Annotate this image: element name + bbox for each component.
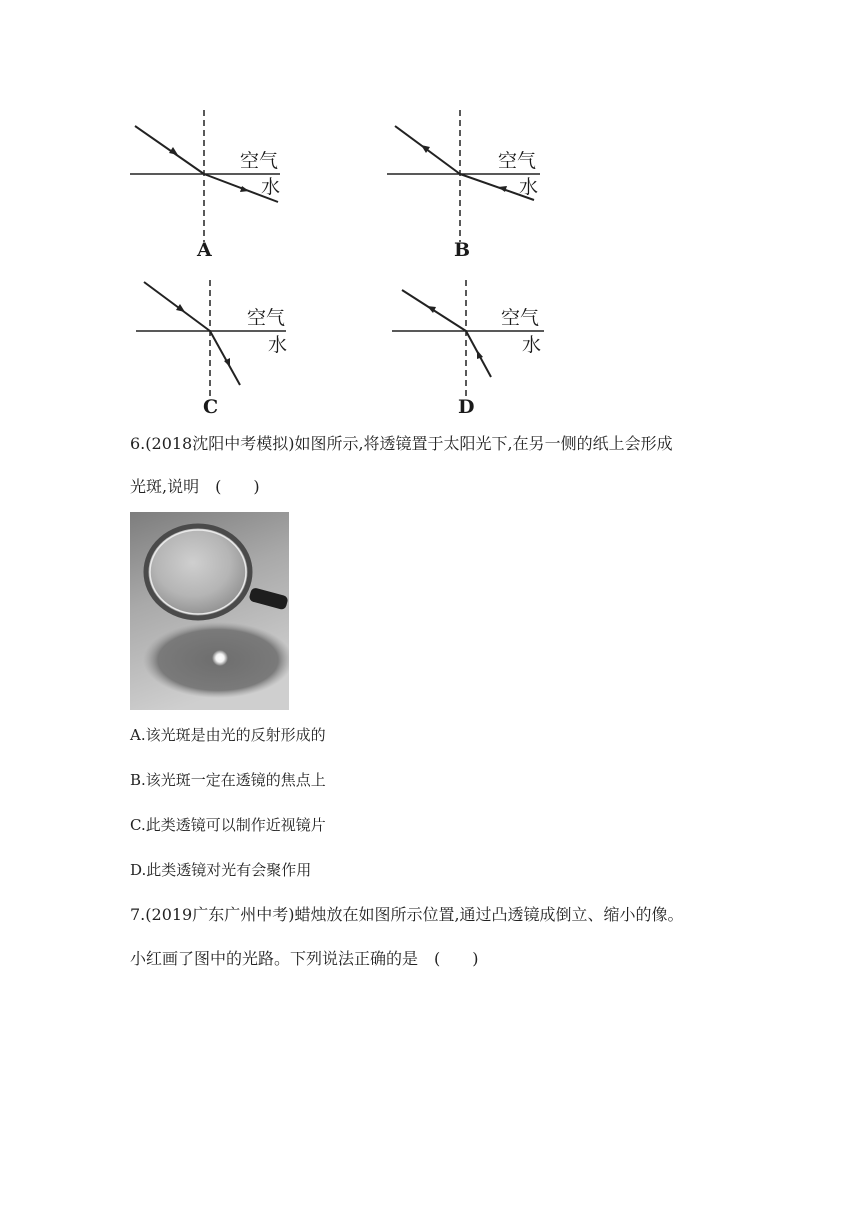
- option-d: D.此类透镜对光有会聚作用: [130, 861, 312, 879]
- arrow-head-icon: [498, 186, 507, 192]
- water-label: 水: [522, 334, 542, 356]
- question-7-line-1: 7.(2019广东广州中考)蜡烛放在如图所示位置,通过凸透镜成倒立、缩小的像。: [130, 905, 684, 924]
- water-label: 水: [268, 334, 288, 356]
- option-c: C.此类透镜可以制作近视镜片: [130, 816, 326, 834]
- question-7-line-2: 小红画了图中的光路。下列说法正确的是 ( ): [130, 949, 479, 968]
- arrow-head-icon: [240, 186, 249, 192]
- air-label: 空气: [498, 150, 537, 172]
- magnifier-photo: [130, 512, 289, 710]
- magnifier-lens: [146, 526, 250, 618]
- refraction-diagram-a: [120, 100, 300, 265]
- refraction-diagram-d: [382, 270, 562, 420]
- option-letter-b: B: [454, 239, 471, 261]
- air-label: 空气: [247, 307, 286, 329]
- air-label: 空气: [501, 307, 540, 329]
- water-label: 水: [261, 176, 281, 198]
- question-6-line-2: 光斑,说明 ( ): [130, 477, 260, 496]
- magnifier-photo-svg: [130, 512, 289, 710]
- water-label: 水: [519, 176, 539, 198]
- option-letter-d: D: [458, 396, 475, 418]
- incident-ray: [144, 282, 210, 331]
- option-letter-a: A: [197, 239, 212, 261]
- light-spot: [212, 650, 228, 666]
- refraction-diagram-c: [126, 270, 306, 420]
- arrow-head-icon: [176, 304, 185, 312]
- refraction-diagram-b: [378, 100, 558, 265]
- arrow-head-icon: [169, 147, 178, 155]
- option-a: A.该光斑是由光的反射形成的: [130, 726, 326, 744]
- arrow-head-icon: [477, 350, 483, 359]
- incident-ray: [135, 126, 204, 174]
- air-label: 空气: [240, 150, 279, 172]
- question-6-line-1: 6.(2018沈阳中考模拟)如图所示,将透镜置于太阳光下,在另一侧的纸上会形成: [130, 434, 673, 453]
- option-b: B.该光斑一定在透镜的焦点上: [130, 771, 326, 789]
- refracted-ray: [210, 331, 240, 385]
- option-letter-c: C: [203, 396, 219, 418]
